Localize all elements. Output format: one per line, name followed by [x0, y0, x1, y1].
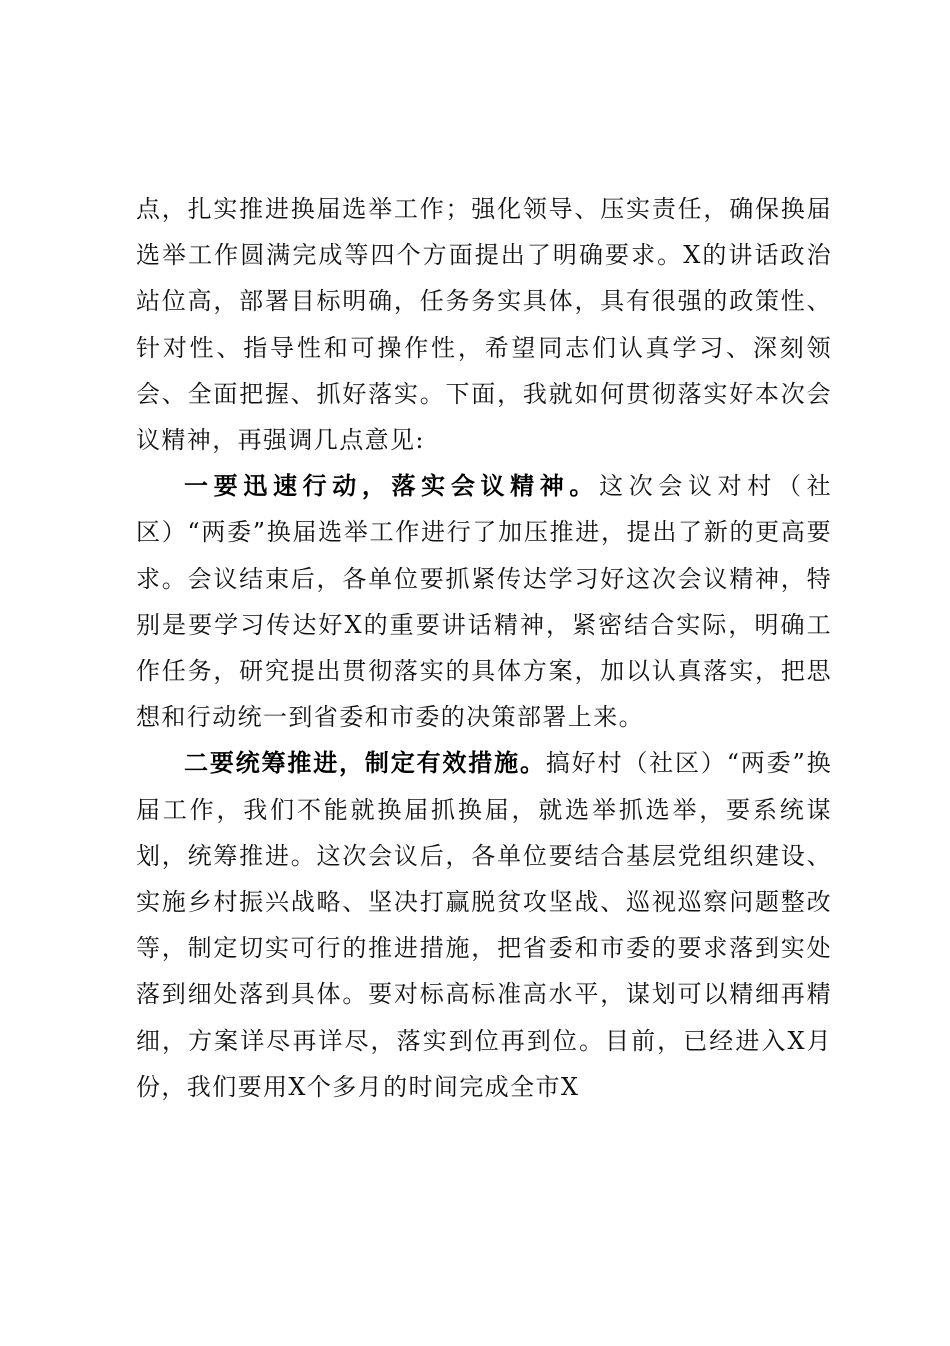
paragraph-text: 搞好村（社区）“两委”换届工作，我们不能就换届抓换届，就选举抓选举，要系统谋划，统筹推进。这次会议后，各单位要结合基层党组织建设、实施乡村振兴战略、坚决打赢脱贫攻坚战、巡视巡察问题整改等，制定切实可行的推进措施，把省委和市委的要求落到实处落到细处落到具体。要对标高标准高水平，谋划可以精细再精细，方案详尽再详尽，落实到位再到位。目前，已经进入X月份，我们要用X个多月的时间完成全市X	[136, 749, 832, 1101]
paragraph-two	[136, 740, 832, 1110]
document-body	[136, 186, 832, 1110]
paragraph-continuation	[136, 186, 832, 463]
paragraph-one	[136, 463, 832, 740]
paragraph-heading: 一要迅速行动，落实会议精神。	[184, 471, 600, 501]
paragraph-text: 点，扎实推进换届选举工作；强化领导、压实责任，确保换届选举工作圆满完成等四个方面提出了明确要求。X的讲话政治站位高，部署目标明确，任务务实具体，具有很强的政策性、针对性、指导性和可操作性，希望同志们认真学习、深刻领会、全面把握、抓好落实。下面，我就如何贯彻落实好本次会议精神，再强调几点意见:	[136, 195, 832, 455]
paragraph-text: 这次会议对村（社区）“两委”换届选举工作进行了加压推进，提出了新的更高要求。会议结束后，各单位要抓紧传达学习好这次会议精神，特别是要学习传达好X的重要讲话精神，紧密结合实际，明确工作任务，研究提出贯彻落实的具体方案，加以认真落实，把思想和行动统一到省委和市委的决策部署上来。	[136, 472, 832, 732]
paragraph-heading: 二要统筹推进，制定有效措施。	[184, 748, 546, 778]
